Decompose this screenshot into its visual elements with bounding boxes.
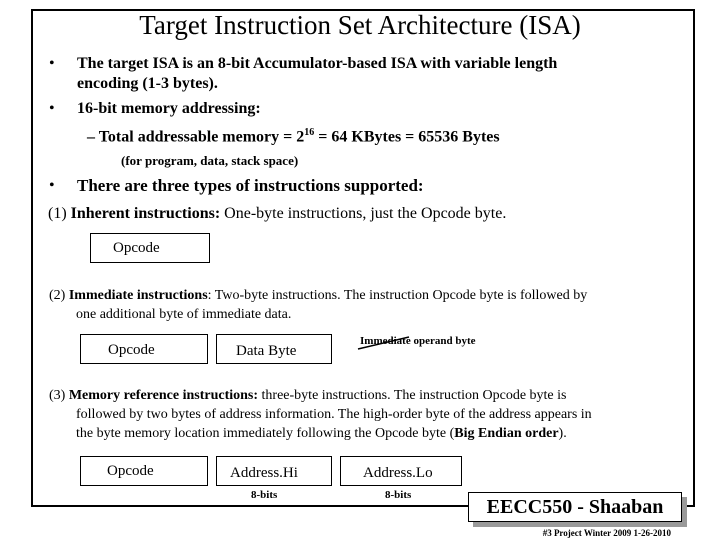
inherent-description: One-byte instructions, just the Opcode byte. — [220, 205, 507, 222]
address-hi-box — [216, 456, 332, 486]
course-badge-text: EECC550 - Shaaban — [486, 496, 664, 518]
immediate-data-byte-label: Data Byte — [236, 343, 297, 359]
immediate-number: (2) — [49, 288, 66, 303]
memory-note: (for program, data, stack space) — [121, 153, 299, 168]
inherent-label: Inherent instructions: — [70, 205, 221, 222]
memory-number: (3) — [49, 388, 66, 403]
course-badge — [468, 492, 682, 522]
address-hi-caption: 8-bits — [251, 489, 278, 501]
address-lo-caption: 8-bits — [385, 489, 412, 501]
memory-line-1 — [49, 388, 566, 404]
memory-description-1: three-byte instructions. The instruction Opcode byte is — [258, 388, 567, 403]
memory-description-3-post: ). — [558, 426, 567, 441]
bullet-2: 16-bit memory addressing: — [77, 100, 261, 117]
bullet-dot: • — [49, 55, 55, 72]
bullet-dot: • — [49, 100, 55, 117]
memory-description-2: followed by two bytes of address information. The high-order byte of the address appears in — [76, 407, 592, 422]
bullet-1-line-2: encoding (1-3 bytes). — [77, 75, 218, 92]
address-lo-box — [340, 456, 462, 486]
inherent-opcode-label: Opcode — [113, 240, 160, 256]
immediate-callout: Immediate operand byte — [360, 335, 476, 347]
memory-line-3 — [76, 426, 567, 442]
slide-footer: #3 Project Winter 2009 1-26-2010 — [542, 528, 671, 538]
memory-size-prefix: – Total addressable memory = 2 — [87, 128, 305, 146]
memory-big-endian: Big Endian order — [454, 426, 559, 441]
bullet-1-line-1: The target ISA is an 8-bit Accumulator-based ISA with variable length — [77, 55, 558, 72]
immediate-description-1: : Two-byte instructions. The instruction Opcode byte is followed by — [207, 288, 588, 303]
memory-label: Memory reference instructions: — [68, 388, 259, 403]
memory-size-exponent: 16 — [304, 127, 315, 138]
immediate-label: Immediate instructions — [68, 288, 208, 303]
bullet-dot: • — [49, 177, 55, 194]
memory-opcode-box — [80, 456, 208, 486]
memory-opcode-label: Opcode — [107, 463, 154, 479]
bullet-3: There are three types of instructions supported: — [77, 176, 424, 195]
memory-size-suffix: = 64 KBytes = 65536 Bytes — [314, 128, 500, 146]
inherent-number: (1) — [48, 205, 67, 222]
immediate-description-2: one additional byte of immediate data. — [76, 307, 292, 322]
slide-title: Target Instruction Set Architecture (ISA) — [139, 10, 581, 40]
address-hi-label: Address.Hi — [230, 465, 298, 481]
memory-description-3-pre: the byte memory location immediately following the Opcode byte ( — [76, 426, 455, 441]
immediate-opcode-label: Opcode — [108, 342, 155, 358]
address-lo-label: Address.Lo — [363, 465, 433, 481]
